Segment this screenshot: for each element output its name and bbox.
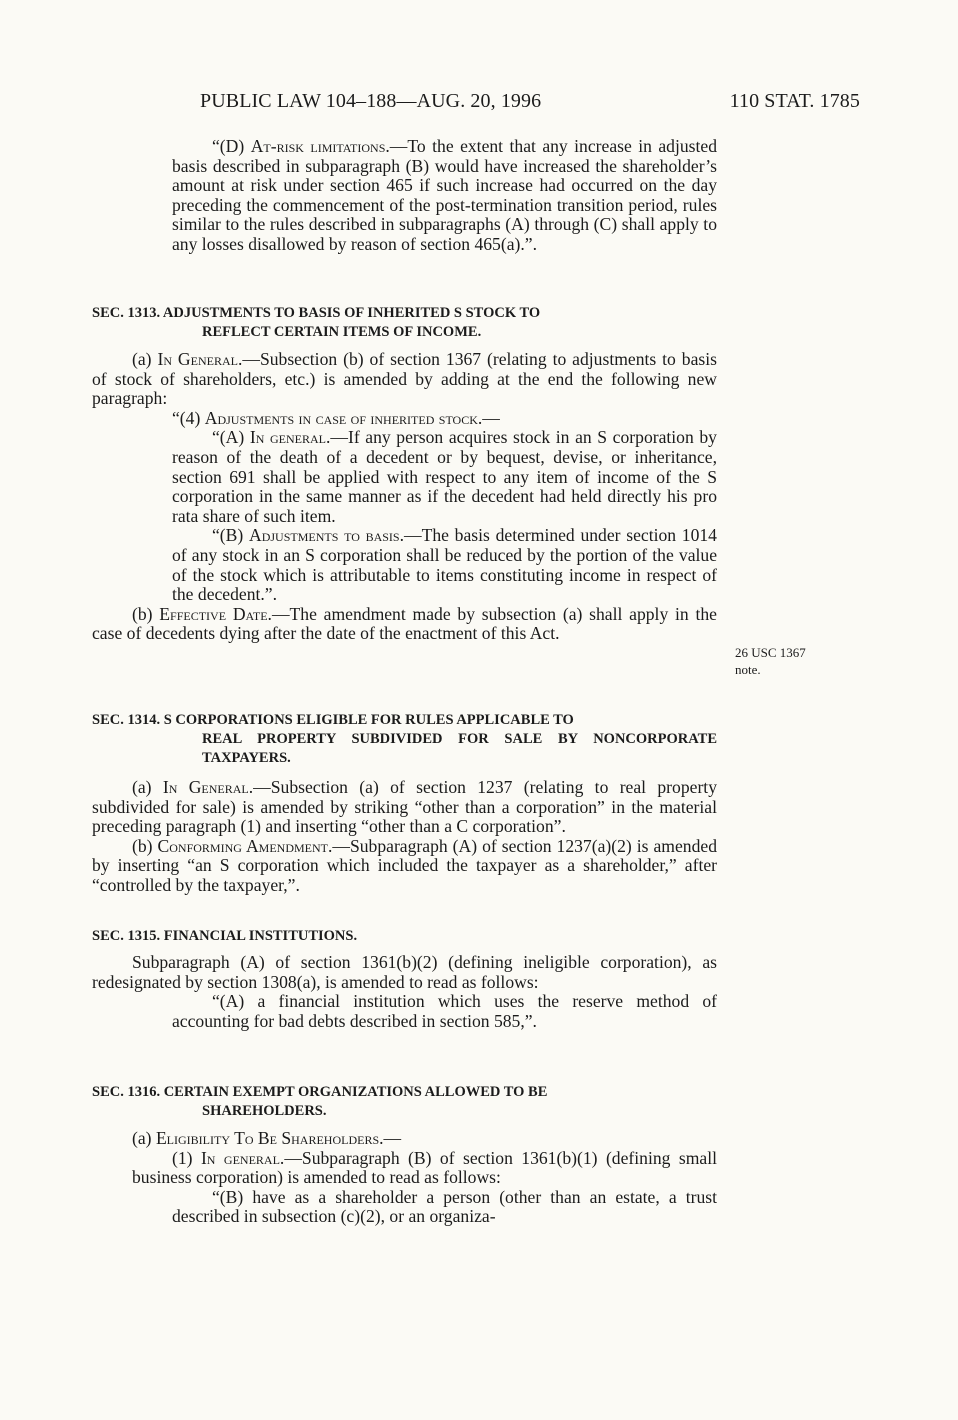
- section-1313-body: [92, 350, 717, 644]
- section-1314: [92, 711, 717, 768]
- margin-note-usc-citation: 26 USC 1367 note.: [735, 645, 806, 677]
- at-risk-limitations-block: [92, 137, 717, 255]
- subsection-b-effective-date: (b) Effective Date.—The amendment made by subsection (a) shall apply in the case of decedents dying after the date of the enactment of this Act.: [92, 603, 717, 644]
- section-1316: [92, 1083, 717, 1121]
- page-header: [200, 90, 860, 120]
- public-law-title: PUBLIC LAW 104–188—AUG. 20, 1996: [200, 90, 542, 112]
- section-1313: [92, 304, 717, 342]
- paragraph-d: “(D) At-risk limitations.—To the extent that any increase in adjusted basis described in subparagraph (B) would have increased the shareholder’s amount at risk under section 465 if such increase had occurred on the day preceding the commencement of the post-termination transition period, rules similar to the rules described in subparagraphs (A) through (C) shall apply to any losses disallowed by reason of section 465(a).”.: [172, 136, 717, 254]
- subsection-a: (a) In General.—Subsection (a) of section 1237 (relating to real property subdivided for sale) is amended by striking “other than a corporation” in the material preceding paragraph (1) and inserting “other than a C corporation”.: [92, 777, 717, 837]
- section-1316-body: [92, 1129, 717, 1227]
- paragraph-1: (1) In general.—Subparagraph (B) of section 1361(b)(1) (defining small business corporation) is amended to read as follows:: [132, 1147, 717, 1188]
- section-1315-quote: “(A) a financial institution which uses the reserve method of accounting for bad debts described in section 585,”.: [172, 991, 717, 1031]
- paragraph-d-caption: At-risk limitations.: [250, 136, 390, 156]
- section-1314-body: [92, 778, 717, 896]
- paragraph-4: “(4) Adjustments in case of inherited stock.—: [172, 407, 500, 428]
- subparagraph-b: “(B) Adjustments to basis.—The basis determined under section 1014 of any stock in an S corporation shall be reduced by the portion of the value of the stock which is attributable to items constituting income in respect of the decedent.”.: [172, 525, 717, 605]
- section-1316-heading: SEC. 1316. CERTAIN EXEMPT ORGANIZATIONS ALLOWED TO BE SHAREHOLDERS.: [92, 1084, 548, 1119]
- subparagraph-a: “(A) In general.—If any person acquires stock in an S corporation by reason of the death of a decedent or by bequest, devise, or inheritance, section 691 shall be applied with respect to any item of income of the S corporation in the same manner as if the decedent had held directly his pro rata share of such item.: [172, 427, 717, 526]
- section-1315-text: Subparagraph (A) of section 1361(b)(2) (defining ineligible corporation), as redesignated by section 1308(a), is amended to read as follows:: [92, 952, 717, 992]
- section-1315-body: [92, 953, 717, 1031]
- section-1314-heading: SEC. 1314. S CORPORATIONS ELIGIBLE FOR RULES APPLICABLE TO REAL PROPERTY SUBDIVIDED FOR SALE BY NONCORPORATE TAXPAYERS.: [92, 712, 717, 766]
- subsection-b: (b) Conforming Amendment.—Subparagraph (A) of section 1237(a)(2) is amended by inserting “an S corporation which included the taxpayer as a shareholder,” after “controlled by the taxpayer,”.: [92, 835, 717, 895]
- statute-page-number: 110 STAT. 1785: [729, 90, 860, 112]
- subsection-a: (a) Eligibility To Be Shareholders.—: [132, 1128, 402, 1148]
- section-1315: [92, 927, 717, 946]
- section-1315-heading: SEC. 1315. FINANCIAL INSTITUTIONS.: [92, 928, 358, 944]
- section-1316-quote: “(B) have as a shareholder a person (other than an estate, a trust described in subsection (c)(2), or an organiza-: [172, 1186, 717, 1227]
- section-1313-heading: SEC. 1313. ADJUSTMENTS TO BASIS OF INHERITED S STOCK TO REFLECT CERTAIN ITEMS OF INCOME.: [92, 305, 541, 340]
- subsection-a: (a) In General.—Subsection (b) of section 1367 (relating to adjustments to basis of stock of shareholders, etc.) is amended by adding at the end the following new paragraph:: [92, 349, 717, 409]
